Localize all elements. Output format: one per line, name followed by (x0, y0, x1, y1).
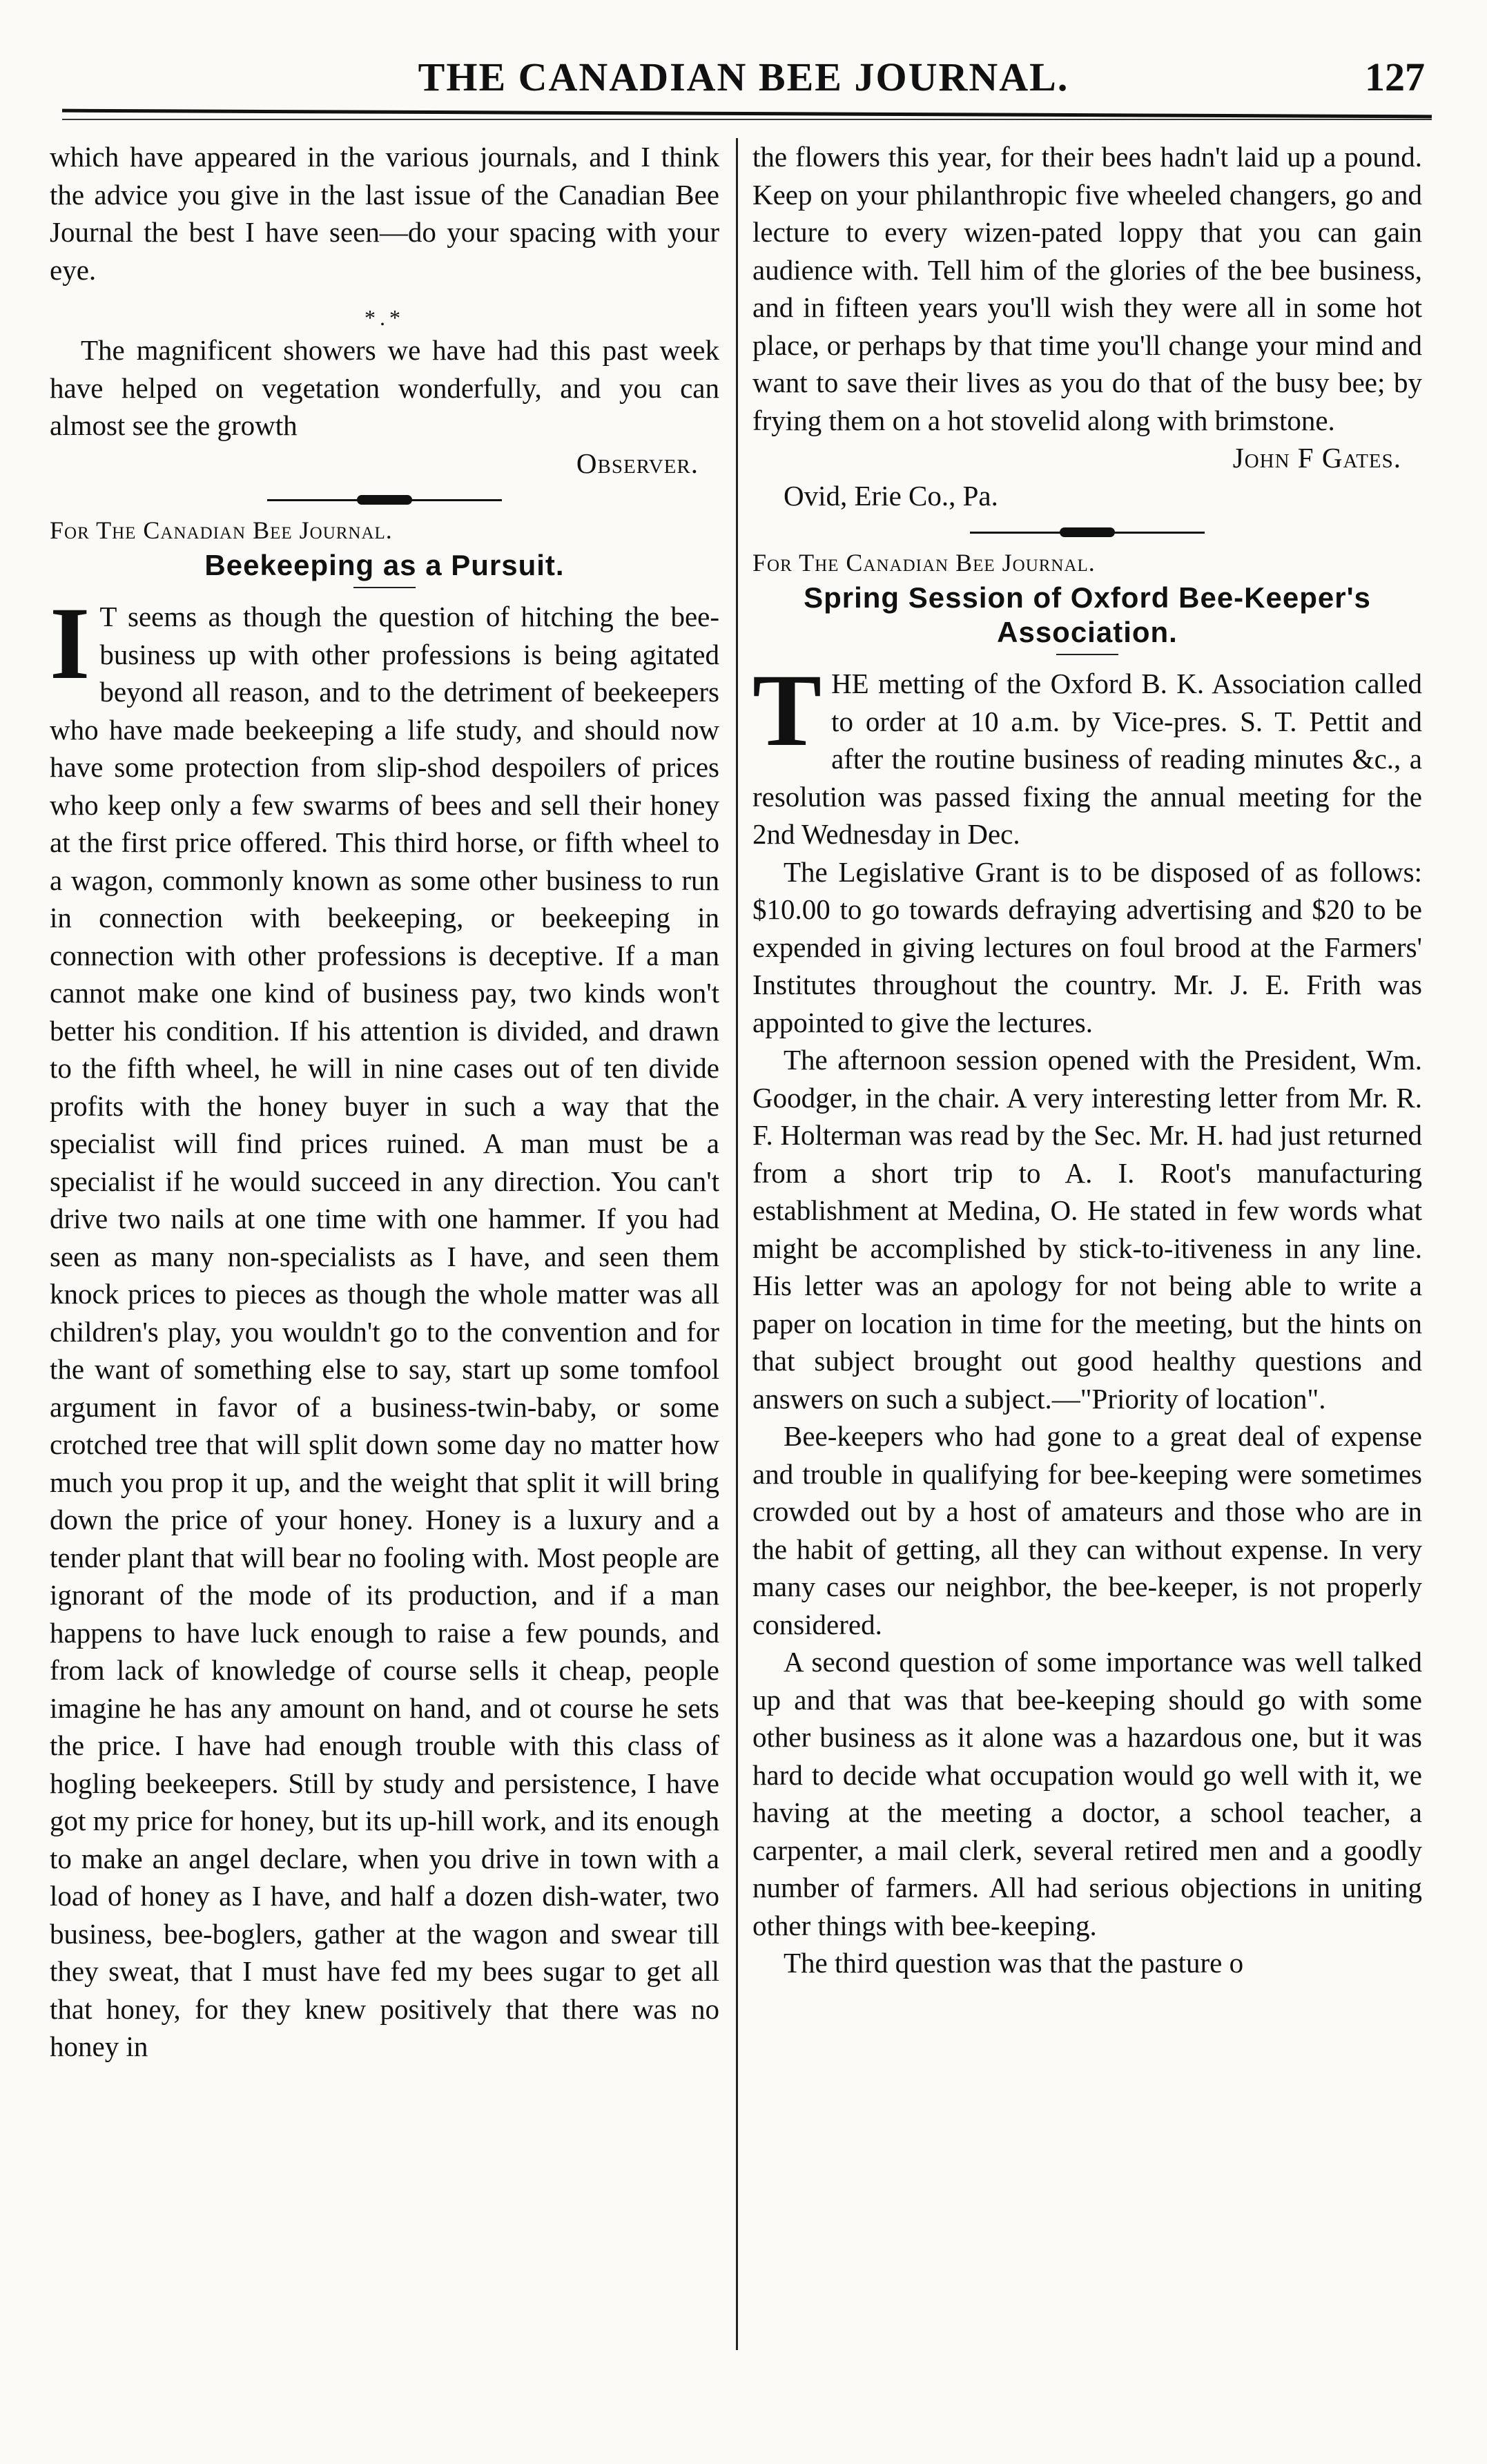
oxford-paragraph-4: Bee-keepers who had gone to a great deal of expense and trouble in qualifying for bee-keeping were sometimes crowded out by a host of amateurs and those who are in the habit of getting, all they can without expense. In very many cases our neighbor, the bee-keeper, is not properly considered. (752, 1420, 1422, 1640)
oxford-paragraph-1 (752, 653, 1422, 853)
gates-signature: John F Gates. (1232, 442, 1401, 474)
oxford-p1-text: HE metting of the Oxford B. K. Association called to order at 10 a.m. by Vice-pres. S. T. Pettit and after the routine business of reading minutes &c., a resolution was passed fixing the annual meeting for the 2nd Wednesday in Dec. (752, 668, 1422, 850)
running-head (62, 48, 1425, 110)
journal-title: THE CANADIAN BEE JOURNAL. (418, 55, 1069, 99)
oxford-paragraph-6: The third question was that the pasture o (784, 1947, 1244, 1979)
beekeeping-body-text: T seems as though the question of hitching the bee-business up with other professions is being agitated beyond all reason, and to the detriment of beekeepers who have made beekeeping a life study, and should now have some protection from slip-shod despoilers of prices who keep only a few swarms of bees and sell their honey at the first price offered. This third horse, or fifth wheel to a wagon, commonly known as some other business to run in connection with beekeeping, or beekeeping in connection with other professions is deceptive. If a man cannot make one kind of business pay, two kinds won't better his condition. If his attention is divided, and drawn to the fifth wheel, he will in nine cases out of ten divide profits with the honey buyer in such a way that the specialist will find prices ruined. A man must be a specialist if he would succeed in any direction. You can't drive two nails at one time with one hammer. If you had seen as many non-specialists as I have, and seen them knock prices to pieces as though the whole matter was all children's play, you wouldn't go to the convention and for the want of something else to say, start up some tomfool argument in favor of a business-twin-baby, or some crotched tree that will split down some day no matter how much you prop it up, and the weight that split it will bring down the price of your honey. Honey is a luxury and a tender plant that will bear no fooling with. Most people are ignorant of the mode of its production, and if a man happens to have luck enough to raise a few pounds, and from lack of knowledge of course sells it cheap, people imagine he has any amount on hand, and ot course he sets the price. I have had enough trouble with this class of hogling beekeepers. Still by study and persistence, I have got my price for honey, but its up-hill work, and its enough to make an angel declare, when you drive in town with a load of honey as I have, and half a dozen dish-water, two business, bee-boglers, gather at the wagon and swear till they sweat, that I must have fed my bees sugar to get all that honey, for they knew positively that there was no honey in (50, 601, 719, 2062)
for-journal-line: For The Canadian Bee Journal. (50, 516, 393, 544)
page-number: 127 (1365, 55, 1425, 99)
author-location: Ovid, Erie Co., Pa. (784, 479, 998, 512)
continued-letter-text: which have appeared in the various journals, and I think the advice you give in the last issue of the Canadian Bee Journal the best I have seen—do your spacing with your eye. (50, 141, 719, 286)
continued-article-text: the flowers this year, for their bees hadn't laid up a pound. Keep on your philanthropic five wheeled changers, go and lecture to every wizen-pated loppy that you can gain audience with. Tell him of the glories of the bee business, and in fifteen years you'll wish they were all in some hot place, or perhaps by that time you'll change your mind and want to save their lives as you do that of the busy bee; by frying them on a hot stovelid along with brimstone. (752, 141, 1422, 436)
header-rule-thin (62, 119, 1432, 120)
beekeeping-article-body (50, 586, 719, 2066)
title-rule (353, 587, 416, 588)
drop-cap: I (50, 586, 90, 701)
section-stars: *.* (365, 305, 405, 330)
title-rule-right (1056, 654, 1118, 655)
drop-cap-t: T (752, 653, 822, 768)
ornamental-divider-right (970, 524, 1205, 541)
oxford-paragraph-5: A second question of some importance was well talked up and that was that bee-keeping should go with some other business as it alone was a hazardous one, but it was hard to decide what occupation would go well with it, we having at the meeting a doctor, a school teacher, a carpenter, a mail clerk, several retired men and a goodly number of farmers. All had serious objections in uniting other things with bee-keeping. (752, 1646, 1422, 1941)
column-divider (736, 138, 738, 2350)
for-journal-line-right: For The Canadian Bee Journal. (752, 549, 1096, 576)
showers-paragraph: The magnificent showers we have had this past week have helped on vegetation wonderfully, and you can almost see the growth (50, 334, 719, 441)
left-column (50, 138, 719, 2360)
oxford-paragraph-2: The Legislative Grant is to be disposed of as follows: $10.00 to go towards defraying advertising and $20 to be expended in giving lectures on foul brood at the Farmers' Institutes throughout the country. Mr. J. E. Frith was appointed to give the lectures. (752, 855, 1422, 1038)
ornamental-divider (267, 492, 502, 508)
article-title-oxford: Spring Session of Oxford Bee-Keeper's Association. (804, 581, 1371, 648)
observer-signature: Observer. (576, 447, 699, 479)
article-title-beekeeping: Beekeeping as a Pursuit. (204, 549, 565, 581)
oxford-paragraph-3: The afternoon session opened with the President, Wm. Goodger, in the chair. A very interesting letter from Mr. R. F. Holterman was read by the Sec. Mr. H. had just returned from a short trip to A. I. Root's manufacturing establishment at Medina, O. He stated in few words what might be accomplished by stick-to-itiveness in any line. His letter was an apology for not being able to write a paper on location in time for the meeting, but the hints on that subject brought out good healthy questions and answers on such a subject.—"Priority of location". (752, 1044, 1422, 1415)
right-column (752, 138, 1422, 2360)
